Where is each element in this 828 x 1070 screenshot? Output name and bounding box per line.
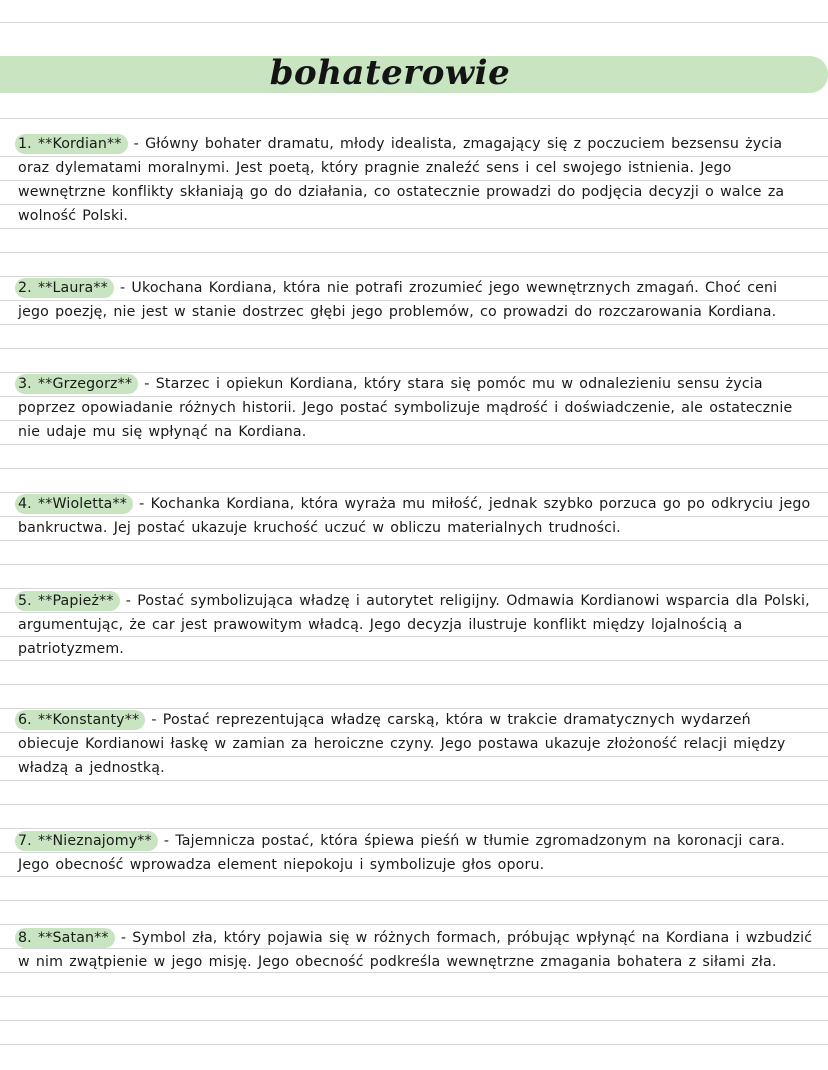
character-entry-laura xyxy=(18,276,813,324)
character-description: - Ukochana Kordiana, która nie potrafi zrozumieć jego wewnętrznych zmagań. Choć ceni jego poezję, nie jest w stanie dostrzec głębi jego problemów, co prowadzi do rozczarowania Kordiana. xyxy=(18,280,778,320)
character-entry-konstanty xyxy=(18,708,813,780)
character-description: - Starzec i opiekun Kordiana, który stara się pomóc mu w odnalezieniu sensu życia poprzez opowiadanie różnych historii. Jego postać symbolizuje mądrość i doświadczenie, ale ostatecznie nie udaje mu się wpłynąć na Kordiana. xyxy=(18,376,793,440)
character-name-highlight: 5. **Papież** xyxy=(15,591,120,611)
character-name-highlight: 2. **Laura** xyxy=(15,278,114,298)
character-name-highlight: 8. **Satan** xyxy=(15,928,115,948)
character-entry-kordian xyxy=(18,132,813,228)
character-entry-grzegorz xyxy=(18,372,813,444)
character-entry-nieznajomy xyxy=(18,829,813,877)
character-name-highlight: 1. **Kordian** xyxy=(15,134,128,154)
character-name-highlight: 7. **Nieznajomy** xyxy=(15,831,158,851)
character-entry-papiez xyxy=(18,589,813,661)
character-name-highlight: 6. **Konstanty** xyxy=(15,710,145,730)
character-description: - Główny bohater dramatu, młody idealista, zmagający się z poczuciem bezsensu życia oraz dylematami moralnymi. Jest poetą, który pragnie znaleźć sens i cel swojego istnienia. Jego wewnętrzne konflikty skłaniają go do działania, co ostatecznie prowadzi do podjęcia decyzji o walce za wolność Polski. xyxy=(18,136,785,224)
character-description: - Symbol zła, który pojawia się w różnych formach, próbując wpłynąć na Kordiana i wzbudzić w nim zwątpienie w jego misję. Jego obecność podkreśla wewnętrzne zmagania bohatera z siłami zła. xyxy=(18,930,813,970)
character-description: - Tajemnicza postać, która śpiewa pieśń w tłumie zgromadzonym na koronacji cara. Jego obecność wprowadza element niepokoju i symbolizuje głos oporu. xyxy=(18,833,785,873)
character-description: - Postać reprezentująca władzę carską, która w trakcie dramatycznych wydarzeń obiecuje Kordianowi łaskę w zamian za heroiczne czyny. Jego postawa ukazuje złożoność relacji między władzą a jednostką. xyxy=(18,712,786,776)
character-entry-wioletta xyxy=(18,492,813,540)
character-description: - Kochanka Kordiana, która wyraża mu miłość, jednak szybko porzuca go po odkryciu jego bankructwa. Jej postać ukazuje kruchość uczuć w obliczu materialnych trudności. xyxy=(18,496,811,536)
character-name-highlight: 4. **Wioletta** xyxy=(15,494,133,514)
character-description: - Postać symbolizująca władzę i autorytet religijny. Odmawia Kordianowi wsparcia dla Polski, argumentując, że car jest prawowitym władcą. Jego decyzja ilustruje konflikt między lojalnością a patriotyzmem. xyxy=(18,593,810,657)
character-name-highlight: 3. **Grzegorz** xyxy=(15,374,138,394)
character-entry-satan xyxy=(18,926,813,974)
page-title: bohaterowie xyxy=(269,53,511,93)
